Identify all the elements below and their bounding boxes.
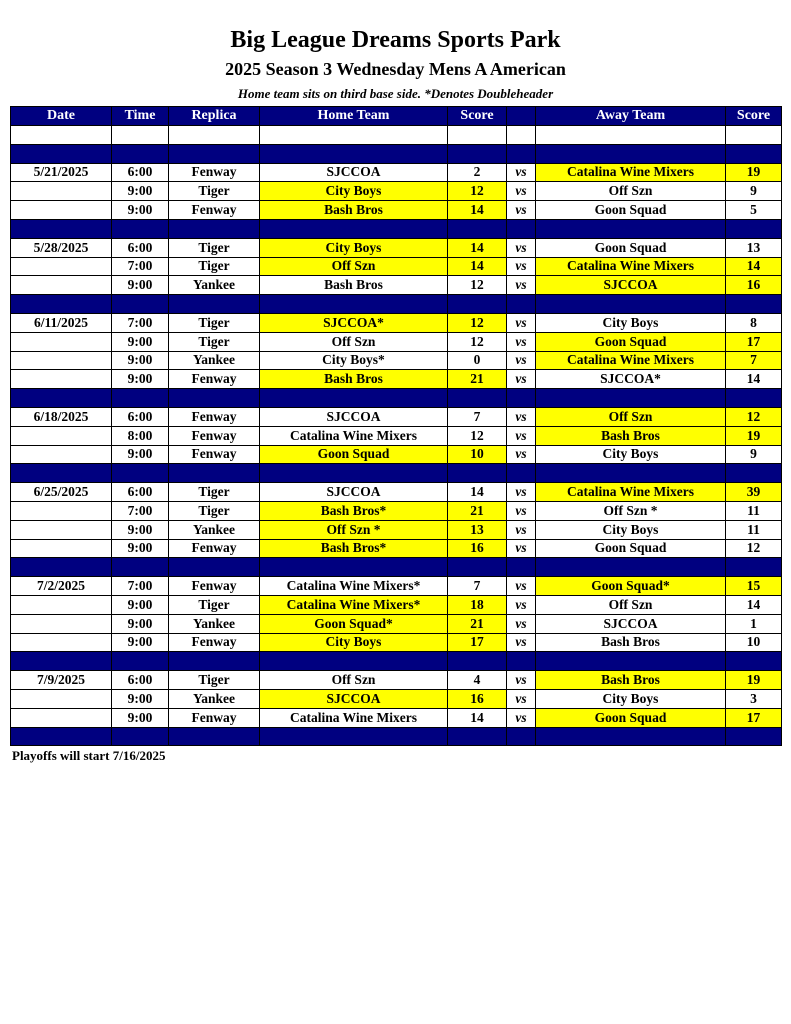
vs-cell: vs <box>507 671 536 690</box>
col-date-header: Date <box>11 107 112 126</box>
away-score-cell: 15 <box>726 577 782 596</box>
home-score-cell: 14 <box>448 201 507 220</box>
home-score-cell: 0 <box>448 351 507 370</box>
col-away-score-header: Score <box>726 107 782 126</box>
playoffs-note: Playoffs will start 7/16/2025 <box>12 748 166 763</box>
home-score-cell: 21 <box>448 614 507 633</box>
home-team-cell: SJCCOA <box>260 689 448 708</box>
away-team-cell: City Boys <box>536 520 726 539</box>
away-team-cell: Bash Bros <box>536 671 726 690</box>
replica-cell: Tiger <box>169 257 260 276</box>
time-cell: 9:00 <box>112 689 169 708</box>
replica-cell: Yankee <box>169 351 260 370</box>
vs-cell: vs <box>507 201 536 220</box>
vs-cell: vs <box>507 520 536 539</box>
vs-cell: vs <box>507 614 536 633</box>
date-cell: 5/21/2025 <box>11 163 112 182</box>
home-team-cell: Bash Bros <box>260 201 448 220</box>
home-team-cell: City Boys <box>260 238 448 257</box>
away-team-cell: Catalina Wine Mixers <box>536 257 726 276</box>
schedule-body <box>11 126 782 746</box>
home-score-cell: 14 <box>448 483 507 502</box>
date-cell <box>11 539 112 558</box>
game-row <box>11 182 782 201</box>
vs-cell: vs <box>507 276 536 295</box>
game-row <box>11 332 782 351</box>
replica-cell: Fenway <box>169 426 260 445</box>
home-team-cell: Bash Bros <box>260 276 448 295</box>
away-score-cell: 1 <box>726 614 782 633</box>
game-row <box>11 201 782 220</box>
away-score-cell: 10 <box>726 633 782 652</box>
game-row <box>11 238 782 257</box>
time-cell: 6:00 <box>112 407 169 426</box>
vs-cell: vs <box>507 689 536 708</box>
blank-row <box>11 126 782 145</box>
game-row <box>11 708 782 727</box>
separator-row <box>11 219 782 238</box>
home-team-cell: Bash Bros* <box>260 501 448 520</box>
page-title: Big League Dreams Sports Park <box>230 27 561 53</box>
date-cell <box>11 332 112 351</box>
replica-cell: Yankee <box>169 689 260 708</box>
vs-cell: vs <box>507 163 536 182</box>
home-team-cell: Catalina Wine Mixers* <box>260 577 448 596</box>
vs-cell: vs <box>507 445 536 464</box>
col-time-header: Time <box>112 107 169 126</box>
date-cell <box>11 708 112 727</box>
time-cell: 6:00 <box>112 483 169 502</box>
replica-cell: Fenway <box>169 539 260 558</box>
game-row <box>11 351 782 370</box>
time-cell: 6:00 <box>112 163 169 182</box>
away-team-cell: Catalina Wine Mixers <box>536 163 726 182</box>
game-row <box>11 595 782 614</box>
away-score-cell: 17 <box>726 332 782 351</box>
separator-row <box>11 652 782 671</box>
date-cell <box>11 257 112 276</box>
replica-cell: Fenway <box>169 407 260 426</box>
home-team-cell: Catalina Wine Mixers* <box>260 595 448 614</box>
away-score-cell: 11 <box>726 520 782 539</box>
header-row <box>11 107 782 126</box>
col-away-team-header: Away Team <box>536 107 726 126</box>
away-team-cell: City Boys <box>536 445 726 464</box>
col-vs-header <box>507 107 536 126</box>
home-team-cell: Bash Bros <box>260 370 448 389</box>
vs-cell: vs <box>507 483 536 502</box>
date-cell <box>11 520 112 539</box>
separator-row <box>11 295 782 314</box>
vs-cell: vs <box>507 708 536 727</box>
away-score-cell: 11 <box>726 501 782 520</box>
away-team-cell: Catalina Wine Mixers <box>536 483 726 502</box>
away-team-cell: Catalina Wine Mixers <box>536 351 726 370</box>
time-cell: 9:00 <box>112 445 169 464</box>
vs-cell: vs <box>507 313 536 332</box>
time-cell: 7:00 <box>112 313 169 332</box>
replica-cell: Fenway <box>169 577 260 596</box>
game-row <box>11 276 782 295</box>
vs-cell: vs <box>507 351 536 370</box>
time-cell: 9:00 <box>112 351 169 370</box>
away-score-cell: 17 <box>726 708 782 727</box>
page-note: Home team sits on third base side. *Denotes Doubleheader <box>237 86 554 101</box>
home-team-cell: Goon Squad <box>260 445 448 464</box>
game-row <box>11 633 782 652</box>
game-row <box>11 407 782 426</box>
home-score-cell: 14 <box>448 238 507 257</box>
away-score-cell: 9 <box>726 445 782 464</box>
away-score-cell: 12 <box>726 407 782 426</box>
away-score-cell: 14 <box>726 595 782 614</box>
page-subtitle: 2025 Season 3 Wednesday Mens A American <box>225 59 566 79</box>
away-team-cell: Goon Squad <box>536 238 726 257</box>
home-score-cell: 16 <box>448 689 507 708</box>
game-row <box>11 689 782 708</box>
away-team-cell: Bash Bros <box>536 633 726 652</box>
time-cell: 9:00 <box>112 182 169 201</box>
replica-cell: Yankee <box>169 276 260 295</box>
away-score-cell: 7 <box>726 351 782 370</box>
time-cell: 8:00 <box>112 426 169 445</box>
home-score-cell: 12 <box>448 313 507 332</box>
vs-cell: vs <box>507 407 536 426</box>
date-cell <box>11 351 112 370</box>
away-team-cell: SJCCOA <box>536 276 726 295</box>
away-score-cell: 3 <box>726 689 782 708</box>
home-score-cell: 12 <box>448 182 507 201</box>
home-score-cell: 18 <box>448 595 507 614</box>
time-cell: 9:00 <box>112 708 169 727</box>
schedule-table <box>10 106 782 746</box>
replica-cell: Fenway <box>169 201 260 220</box>
time-cell: 7:00 <box>112 577 169 596</box>
vs-cell: vs <box>507 332 536 351</box>
date-cell <box>11 633 112 652</box>
time-cell: 9:00 <box>112 201 169 220</box>
away-score-cell: 19 <box>726 163 782 182</box>
replica-cell: Fenway <box>169 633 260 652</box>
game-row <box>11 445 782 464</box>
time-cell: 9:00 <box>112 595 169 614</box>
separator-row <box>11 464 782 483</box>
date-cell <box>11 689 112 708</box>
home-score-cell: 7 <box>448 577 507 596</box>
date-cell: 6/18/2025 <box>11 407 112 426</box>
game-row <box>11 257 782 276</box>
vs-cell: vs <box>507 577 536 596</box>
home-score-cell: 4 <box>448 671 507 690</box>
col-replica-header: Replica <box>169 107 260 126</box>
vs-cell: vs <box>507 370 536 389</box>
home-team-cell: SJCCOA <box>260 163 448 182</box>
home-score-cell: 21 <box>448 370 507 389</box>
replica-cell: Tiger <box>169 483 260 502</box>
home-score-cell: 17 <box>448 633 507 652</box>
game-row <box>11 520 782 539</box>
date-cell <box>11 595 112 614</box>
away-score-cell: 12 <box>726 539 782 558</box>
time-cell: 9:00 <box>112 520 169 539</box>
home-score-cell: 7 <box>448 407 507 426</box>
game-row <box>11 614 782 633</box>
home-score-cell: 13 <box>448 520 507 539</box>
home-score-cell: 10 <box>448 445 507 464</box>
game-row <box>11 577 782 596</box>
replica-cell: Tiger <box>169 182 260 201</box>
separator-row <box>11 389 782 408</box>
time-cell: 7:00 <box>112 257 169 276</box>
home-score-cell: 16 <box>448 539 507 558</box>
replica-cell: Fenway <box>169 445 260 464</box>
home-score-cell: 14 <box>448 708 507 727</box>
home-team-cell: Off Szn <box>260 671 448 690</box>
away-team-cell: Goon Squad* <box>536 577 726 596</box>
away-team-cell: Goon Squad <box>536 332 726 351</box>
away-score-cell: 9 <box>726 182 782 201</box>
replica-cell: Fenway <box>169 708 260 727</box>
game-row <box>11 370 782 389</box>
time-cell: 7:00 <box>112 501 169 520</box>
time-cell: 6:00 <box>112 238 169 257</box>
time-cell: 9:00 <box>112 276 169 295</box>
vs-cell: vs <box>507 501 536 520</box>
away-team-cell: Off Szn * <box>536 501 726 520</box>
separator-row <box>11 558 782 577</box>
game-row <box>11 483 782 502</box>
game-row <box>11 501 782 520</box>
home-team-cell: City Boys <box>260 182 448 201</box>
away-score-cell: 19 <box>726 426 782 445</box>
replica-cell: Fenway <box>169 163 260 182</box>
date-cell <box>11 201 112 220</box>
date-cell: 6/25/2025 <box>11 483 112 502</box>
replica-cell: Tiger <box>169 501 260 520</box>
replica-cell: Tiger <box>169 595 260 614</box>
home-score-cell: 14 <box>448 257 507 276</box>
home-team-cell: Goon Squad* <box>260 614 448 633</box>
date-cell: 6/11/2025 <box>11 313 112 332</box>
vs-cell: vs <box>507 633 536 652</box>
vs-cell: vs <box>507 595 536 614</box>
col-home-team-header: Home Team <box>260 107 448 126</box>
away-team-cell: Off Szn <box>536 407 726 426</box>
time-cell: 6:00 <box>112 671 169 690</box>
home-team-cell: City Boys <box>260 633 448 652</box>
home-team-cell: Bash Bros* <box>260 539 448 558</box>
vs-cell: vs <box>507 238 536 257</box>
date-cell <box>11 445 112 464</box>
col-home-score-header: Score <box>448 107 507 126</box>
away-score-cell: 5 <box>726 201 782 220</box>
time-cell: 9:00 <box>112 614 169 633</box>
away-team-cell: Off Szn <box>536 595 726 614</box>
game-row <box>11 539 782 558</box>
away-team-cell: City Boys <box>536 313 726 332</box>
game-row <box>11 163 782 182</box>
vs-cell: vs <box>507 182 536 201</box>
home-team-cell: SJCCOA <box>260 407 448 426</box>
date-cell: 5/28/2025 <box>11 238 112 257</box>
home-score-cell: 2 <box>448 163 507 182</box>
away-score-cell: 13 <box>726 238 782 257</box>
away-score-cell: 14 <box>726 257 782 276</box>
away-score-cell: 16 <box>726 276 782 295</box>
home-score-cell: 12 <box>448 426 507 445</box>
home-score-cell: 21 <box>448 501 507 520</box>
time-cell: 9:00 <box>112 370 169 389</box>
date-cell <box>11 370 112 389</box>
away-score-cell: 19 <box>726 671 782 690</box>
replica-cell: Tiger <box>169 671 260 690</box>
date-cell: 7/2/2025 <box>11 577 112 596</box>
away-team-cell: SJCCOA* <box>536 370 726 389</box>
vs-cell: vs <box>507 257 536 276</box>
home-team-cell: City Boys* <box>260 351 448 370</box>
away-team-cell: City Boys <box>536 689 726 708</box>
away-score-cell: 14 <box>726 370 782 389</box>
home-team-cell: Catalina Wine Mixers <box>260 708 448 727</box>
game-row <box>11 426 782 445</box>
home-team-cell: Off Szn * <box>260 520 448 539</box>
home-score-cell: 12 <box>448 276 507 295</box>
away-score-cell: 39 <box>726 483 782 502</box>
away-team-cell: Goon Squad <box>536 708 726 727</box>
away-score-cell: 8 <box>726 313 782 332</box>
home-team-cell: SJCCOA <box>260 483 448 502</box>
game-row <box>11 313 782 332</box>
date-cell <box>11 182 112 201</box>
vs-cell: vs <box>507 426 536 445</box>
away-team-cell: SJCCOA <box>536 614 726 633</box>
away-team-cell: Goon Squad <box>536 539 726 558</box>
away-team-cell: Bash Bros <box>536 426 726 445</box>
date-cell <box>11 501 112 520</box>
game-row <box>11 671 782 690</box>
replica-cell: Yankee <box>169 614 260 633</box>
home-team-cell: Off Szn <box>260 257 448 276</box>
replica-cell: Tiger <box>169 313 260 332</box>
replica-cell: Tiger <box>169 238 260 257</box>
away-team-cell: Goon Squad <box>536 201 726 220</box>
home-team-cell: SJCCOA* <box>260 313 448 332</box>
date-cell <box>11 276 112 295</box>
replica-cell: Tiger <box>169 332 260 351</box>
home-team-cell: Off Szn <box>260 332 448 351</box>
date-cell <box>11 614 112 633</box>
vs-cell: vs <box>507 539 536 558</box>
separator-row <box>11 144 782 163</box>
separator-row <box>11 727 782 746</box>
replica-cell: Fenway <box>169 370 260 389</box>
away-team-cell: Off Szn <box>536 182 726 201</box>
home-team-cell: Catalina Wine Mixers <box>260 426 448 445</box>
date-cell: 7/9/2025 <box>11 671 112 690</box>
time-cell: 9:00 <box>112 539 169 558</box>
time-cell: 9:00 <box>112 633 169 652</box>
time-cell: 9:00 <box>112 332 169 351</box>
date-cell <box>11 426 112 445</box>
home-score-cell: 12 <box>448 332 507 351</box>
replica-cell: Yankee <box>169 520 260 539</box>
